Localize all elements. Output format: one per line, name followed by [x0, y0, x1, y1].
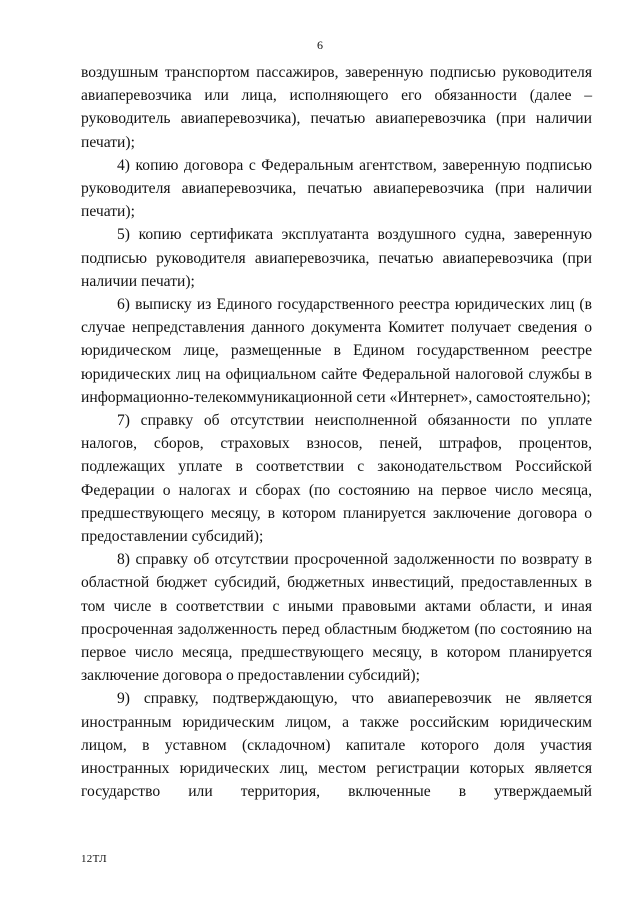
paragraph-item-7: 7) справку об отсутствии неисполненной обязанности по уплате налогов, сборов, страховых взносов, пеней, штрафов, процентов, подлежащих уплате в соответствии с законодательством Российской Федерации о налогах и сборах (по состоянию на первое число месяца, предшествующего месяцу, в котором планируется заключение договора о предоставлении субсидий); — [81, 412, 592, 546]
paragraph-item-8: 8) справку об отсутствии просроченной задолженности по возврату в областной бюджет субсидий, бюджетных инвестиций, предоставленных в том числе в соответствии с иными правовыми актами области, и иная просроченная задолженность перед областным бюджетом (по состоянию на первое число месяца, предшествующего месяцу, в котором планируется заключение договора о предоставлении субсидий); — [81, 551, 592, 685]
document-body — [81, 61, 592, 804]
paragraph-item-6: 6) выписку из Единого государственного реестра юридических лиц (в случае непредставления данного документа Комитет получает сведения о юридическом лице, размещенные в Едином государственном реестре юридических лиц на официальном сайте Федеральной налоговой службы в информационно-телекоммуникационной сети «Интернет», самостоятельно); — [81, 296, 592, 406]
paragraph-item-4: 4) копию договора с Федеральным агентством, заверенную подписью руководителя авиаперевозчика, печатью авиаперевозчика (при наличии печати); — [81, 156, 592, 221]
paragraph-item-5: 5) копию сертификата эксплуатанта воздушного судна, заверенную подписью руководителя авиаперевозчика, печатью авиаперевозчика (при наличии печати); — [81, 226, 592, 290]
page-number: 6 — [317, 38, 323, 52]
footer-code: 12ТЛ — [81, 853, 107, 865]
paragraph-continuation: воздушным транспортом пассажиров, заверенную подписью руководителя авиаперевозчика или лица, исполняющего его обязанности (далее – руководитель авиаперевозчика), печатью авиаперевозчика (при наличии печати); — [81, 64, 592, 151]
paragraph-item-9: 9) справку, подтверждающую, что авиаперевозчик не является иностранным юридическим лицом, а также российским юридическим лицом, в уставном (складочном) капитале которого доля участия иностранных юридических лиц, местом регистрации которых является государство или территория, включенные в утверждаемый — [81, 690, 592, 801]
